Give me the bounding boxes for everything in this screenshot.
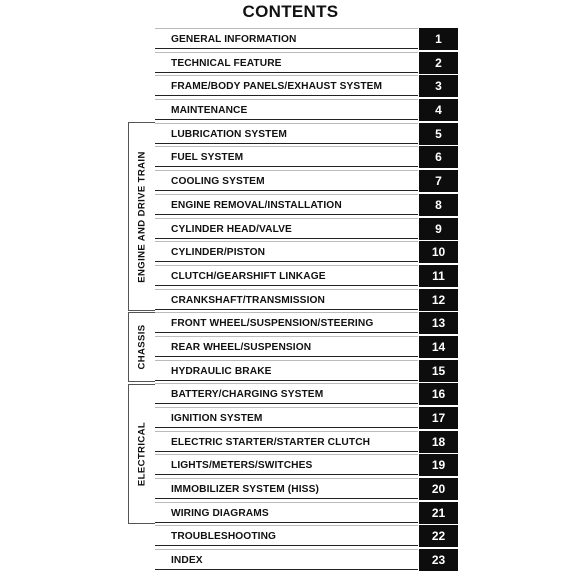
section-number-tab[interactable]: 17: [419, 407, 458, 429]
toc-row-13[interactable]: [155, 312, 458, 336]
toc-row-20[interactable]: [155, 478, 458, 502]
toc-row-6[interactable]: [155, 146, 458, 170]
toc-row-18[interactable]: [155, 431, 458, 455]
toc-row-14[interactable]: [155, 336, 458, 360]
section-label: FRONT WHEEL/SUSPENSION/STEERING: [155, 312, 418, 333]
toc-row-15[interactable]: [155, 360, 458, 384]
section-label: CYLINDER/PISTON: [155, 241, 418, 262]
group-label-chassis: CHASSIS: [136, 324, 148, 370]
toc-row-4[interactable]: [155, 99, 458, 123]
section-number-tab[interactable]: 9: [419, 218, 458, 240]
section-label: GENERAL INFORMATION: [155, 28, 418, 49]
page-title: CONTENTS: [242, 2, 339, 21]
toc-row-3[interactable]: [155, 75, 458, 99]
section-number-tab[interactable]: 5: [419, 123, 458, 145]
section-label: LUBRICATION SYSTEM: [155, 123, 418, 144]
section-number-tab[interactable]: 20: [419, 478, 458, 500]
toc-row-21[interactable]: [155, 502, 458, 526]
section-number-tab[interactable]: 1: [419, 28, 458, 50]
toc-row-10[interactable]: [155, 241, 458, 265]
section-number-tab[interactable]: 12: [419, 289, 458, 311]
section-label: IMMOBILIZER SYSTEM (HISS): [155, 478, 418, 499]
section-number-tab[interactable]: 19: [419, 454, 458, 476]
table-of-contents: [155, 28, 458, 573]
section-number-tab[interactable]: 3: [419, 75, 458, 97]
toc-row-19[interactable]: [155, 454, 458, 478]
section-number-tab[interactable]: 11: [419, 265, 458, 287]
section-number-tab[interactable]: 4: [419, 99, 458, 121]
section-number-tab[interactable]: 7: [419, 170, 458, 192]
section-label: TROUBLESHOOTING: [155, 525, 418, 546]
section-number-tab[interactable]: 6: [419, 146, 458, 168]
group-engine-drive-train: [128, 122, 155, 311]
section-number-tab[interactable]: 23: [419, 549, 458, 571]
section-label: CYLINDER HEAD/VALVE: [155, 218, 418, 239]
section-number-tab[interactable]: 15: [419, 360, 458, 382]
section-label: ENGINE REMOVAL/INSTALLATION: [155, 194, 418, 215]
section-label: LIGHTS/METERS/SWITCHES: [155, 454, 418, 475]
group-label-engine: ENGINE AND DRIVE TRAIN: [136, 150, 148, 283]
section-label: COOLING SYSTEM: [155, 170, 418, 191]
section-number-tab[interactable]: 16: [419, 383, 458, 405]
toc-row-12[interactable]: [155, 289, 458, 313]
section-label: HYDRAULIC BRAKE: [155, 360, 418, 381]
toc-row-2[interactable]: [155, 52, 458, 76]
group-label-electrical: ELECTRICAL: [136, 421, 148, 487]
section-number-tab[interactable]: 13: [419, 312, 458, 334]
section-number-tab[interactable]: 21: [419, 502, 458, 524]
group-chassis: [128, 312, 155, 382]
toc-row-16[interactable]: [155, 383, 458, 407]
section-label: CRANKSHAFT/TRANSMISSION: [155, 289, 418, 310]
section-label: BATTERY/CHARGING SYSTEM: [155, 383, 418, 404]
toc-row-7[interactable]: [155, 170, 458, 194]
toc-row-11[interactable]: [155, 265, 458, 289]
group-electrical: [128, 384, 155, 524]
section-label: REAR WHEEL/SUSPENSION: [155, 336, 418, 357]
section-number-tab[interactable]: 2: [419, 52, 458, 74]
section-label: MAINTENANCE: [155, 99, 418, 120]
toc-row-23[interactable]: [155, 549, 458, 573]
section-number-tab[interactable]: 18: [419, 431, 458, 453]
toc-row-5[interactable]: [155, 123, 458, 147]
section-label: INDEX: [155, 549, 418, 570]
toc-row-9[interactable]: [155, 218, 458, 242]
section-label: CLUTCH/GEARSHIFT LINKAGE: [155, 265, 418, 286]
section-number-tab[interactable]: 10: [419, 241, 458, 263]
section-label: IGNITION SYSTEM: [155, 407, 418, 428]
toc-row-22[interactable]: [155, 525, 458, 549]
toc-row-8[interactable]: [155, 194, 458, 218]
section-label: WIRING DIAGRAMS: [155, 502, 418, 523]
section-label: TECHNICAL FEATURE: [155, 52, 418, 73]
toc-row-1[interactable]: [155, 28, 458, 52]
section-label: FRAME/BODY PANELS/EXHAUST SYSTEM: [155, 75, 418, 96]
section-label: FUEL SYSTEM: [155, 146, 418, 167]
section-number-tab[interactable]: 14: [419, 336, 458, 358]
section-label: ELECTRIC STARTER/STARTER CLUTCH: [155, 431, 418, 452]
section-number-tab[interactable]: 22: [419, 525, 458, 547]
section-number-tab[interactable]: 8: [419, 194, 458, 216]
toc-row-17[interactable]: [155, 407, 458, 431]
